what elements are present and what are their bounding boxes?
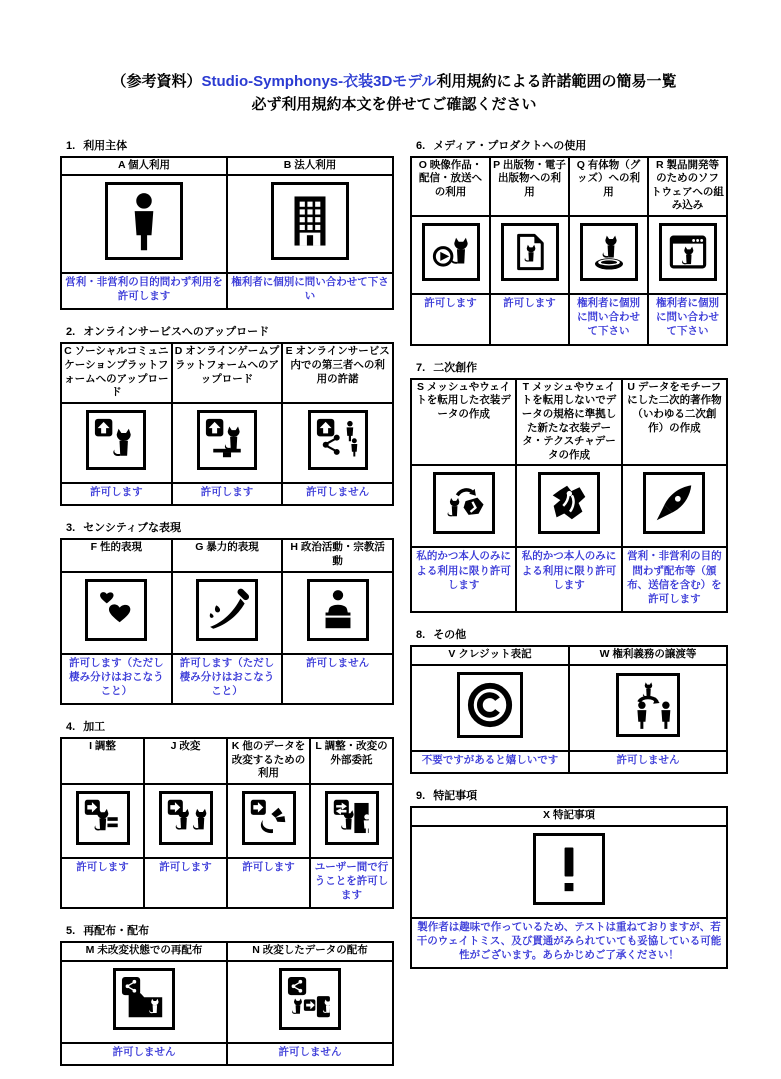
left-column — [60, 137, 394, 1079]
podium-speech-icon — [307, 579, 369, 641]
cell-icon — [61, 784, 144, 858]
cell-icon — [227, 784, 310, 858]
cell-icon — [282, 403, 393, 483]
section-special-notes — [410, 787, 728, 969]
cell-permission: 許可しません — [227, 1043, 393, 1065]
building-icon — [271, 182, 349, 260]
cell-permission: 許可しません — [61, 1043, 227, 1065]
section-number: 4. — [66, 721, 75, 733]
cell-permission: 権利者に個別に問い合わせて下さい — [227, 273, 393, 309]
cell-permission: 許可します（ただし棲み分けはおこなうこと） — [61, 654, 172, 705]
cell-header: T メッシュやウェイトを転用しないでデータの規格に準拠した新たな衣装データ・テクスチャデータの作成 — [516, 379, 621, 466]
derivative-pen-icon — [643, 472, 705, 534]
section-number: 9. — [416, 790, 425, 802]
section-title: センシティブな表現 — [83, 522, 181, 534]
game-platform-upload-icon — [197, 410, 257, 470]
video-play-icon — [422, 223, 480, 281]
cell-header: V クレジット表記 — [411, 646, 569, 665]
copyright-icon — [457, 672, 523, 738]
permission-table — [410, 378, 728, 614]
cell-icon — [61, 572, 172, 654]
section-number: 5. — [66, 925, 75, 937]
permission-table — [410, 806, 728, 969]
notice-exclamation-icon — [533, 833, 605, 905]
cell-header: R 製品開発等のためのソフトウェアへの組み込み — [648, 157, 727, 217]
cell-header: D オンラインゲームプラットフォームへのアップロード — [172, 343, 283, 403]
cell-icon — [172, 403, 283, 483]
section-other — [410, 626, 728, 774]
section-title: 利用主体 — [83, 140, 127, 152]
permission-table — [60, 342, 394, 506]
section-derivative-works — [410, 359, 728, 614]
cell-icon — [282, 572, 393, 654]
cell-icon — [648, 216, 727, 294]
new-clothes-data-icon — [538, 472, 600, 534]
outsource-icon — [325, 791, 379, 845]
software-window-icon — [659, 223, 717, 281]
redistribute-folder-icon — [113, 968, 175, 1030]
cell-permission: 許可します — [227, 858, 310, 909]
cell-header: F 性的表現 — [61, 539, 172, 571]
cell-icon — [61, 961, 227, 1043]
cell-permission: 許可します — [144, 858, 227, 909]
cell-permission: 私的かつ本人のみによる利用に限り許可します — [411, 547, 516, 612]
cell-icon — [310, 784, 393, 858]
cell-header: C ソーシャルコミュニケーションプラットフォームへのアップロード — [61, 343, 172, 403]
cell-header: O 映像作品・配信・放送への利用 — [411, 157, 490, 217]
publication-page-icon — [501, 223, 559, 281]
cell-permission: 私的かつ本人のみによる利用に限り許可します — [516, 547, 621, 612]
cell-header: U データをモチーフにした二次的著作物（いわゆる二次創作）の作成 — [622, 379, 727, 466]
permission-table — [60, 737, 394, 909]
cell-header: I 調整 — [61, 738, 144, 784]
section-title: その他 — [433, 629, 466, 641]
cell-icon — [411, 216, 490, 294]
section-processing — [60, 718, 394, 909]
mesh-reuse-icon — [433, 472, 495, 534]
section-title: オンラインサービスへのアップロード — [83, 326, 269, 338]
cell-permission: 営利・非営利の目的問わず配布等（頒布、送信を含む）を許可します — [622, 547, 727, 612]
permission-table — [60, 941, 394, 1066]
hearts-icon — [85, 579, 147, 641]
title-line-2: 必ず利用規約本文を併せてご確認ください — [60, 93, 728, 116]
cell-header: A 個人利用 — [61, 157, 227, 176]
cell-header: L 調整・改変の外部委託 — [310, 738, 393, 784]
cell-header: G 暴力的表現 — [172, 539, 283, 571]
cell-header: J 改変 — [144, 738, 227, 784]
adjust-icon — [76, 791, 130, 845]
cell-header: X 特記事項 — [411, 807, 727, 826]
social-upload-icon — [86, 410, 146, 470]
cell-header: B 法人利用 — [227, 157, 393, 176]
cell-icon — [411, 665, 569, 751]
cell-permission: 許可します — [172, 483, 283, 505]
cell-icon — [569, 665, 727, 751]
cell-icon — [569, 216, 648, 294]
section-online-upload — [60, 323, 394, 506]
cell-icon — [227, 961, 393, 1043]
person-icon — [105, 182, 183, 260]
right-column — [410, 137, 728, 983]
brand-name: Studio-Symphonys-衣装3Dモデル — [201, 73, 436, 90]
cell-header: M 未改変状態での再配布 — [61, 942, 227, 961]
cell-permission: 許可しません — [282, 654, 393, 705]
cell-icon — [172, 572, 283, 654]
section-number: 6. — [416, 140, 425, 152]
cell-permission: ユーザー間で行うことを許可します — [310, 858, 393, 909]
page-title — [60, 70, 728, 117]
cell-permission: 営利・非営利の目的問わず利用を許可します — [61, 273, 227, 309]
cell-permission: 権利者に個別に問い合わせて下さい — [569, 294, 648, 345]
cell-permission: 許可しません — [282, 483, 393, 505]
cell-header: P 出版物・電子出版物への利用 — [490, 157, 569, 217]
cell-icon — [144, 784, 227, 858]
section-usage-subject — [60, 137, 394, 311]
section-number: 8. — [416, 629, 425, 641]
cell-icon — [490, 216, 569, 294]
cell-icon — [411, 826, 727, 918]
cell-icon — [227, 175, 393, 273]
section-media-product — [410, 137, 728, 346]
cell-header: N 改変したデータの配布 — [227, 942, 393, 961]
permission-table — [410, 156, 728, 346]
cell-permission: 許可します — [411, 294, 490, 345]
cell-header: W 権利義務の譲渡等 — [569, 646, 727, 665]
cell-permission: 許可します（ただし棲み分けはおこなうこと） — [172, 654, 283, 705]
section-title: 再配布・配布 — [83, 925, 149, 937]
title-line-1: （参考資料）Studio-Symphonys-衣装3Dモデル利用規約による許諾範囲の簡易一覧 — [60, 70, 728, 93]
goods-figure-icon — [580, 223, 638, 281]
section-title: 特記事項 — [433, 790, 477, 802]
section-title: メディア・プロダクトへの使用 — [433, 140, 586, 152]
cell-icon — [61, 175, 227, 273]
cell-header: S メッシュやウェイトを転用した衣装データの作成 — [411, 379, 516, 466]
cell-permission: 許可します — [61, 858, 144, 909]
section-number: 2. — [66, 326, 75, 338]
modified-distribution-icon — [279, 968, 341, 1030]
modify-icon — [159, 791, 213, 845]
cell-icon — [622, 465, 727, 547]
section-redistribution — [60, 922, 394, 1066]
section-title: 加工 — [83, 721, 105, 733]
cell-header: H 政治活動・宗教活動 — [282, 539, 393, 571]
cell-icon — [61, 403, 172, 483]
knife-icon — [196, 579, 258, 641]
cell-permission: 許可します — [490, 294, 569, 345]
cell-permission: 不要ですがあると嬉しいです — [411, 751, 569, 773]
cell-header: K 他のデータを改変するための利用 — [227, 738, 310, 784]
permission-table — [60, 156, 394, 311]
section-number: 3. — [66, 522, 75, 534]
cell-header: E オンラインサービス内での第三者への利用の許諾 — [282, 343, 393, 403]
modify-other-data-icon — [242, 791, 296, 845]
section-title: 二次創作 — [433, 362, 477, 374]
third-party-license-icon — [308, 410, 368, 470]
permission-table — [410, 645, 728, 774]
section-number: 1. — [66, 140, 75, 152]
cell-icon — [411, 465, 516, 547]
cell-permission: 権利者に個別に問い合わせて下さい — [648, 294, 727, 345]
cell-permission: 製作者は趣味で作っているため、テストは重ねておりますが、若干のウェイトミス、及び貫通がみられていても妥協している可能性がございます。あらかじめご了承ください！ — [411, 918, 727, 969]
cell-permission: 許可しません — [569, 751, 727, 773]
cell-permission: 許可します — [61, 483, 172, 505]
section-number: 7. — [416, 362, 425, 374]
cell-icon — [516, 465, 621, 547]
rights-transfer-icon — [616, 673, 680, 737]
section-sensitive-expression — [60, 519, 394, 705]
cell-header: Q 有体物（グッズ）への利用 — [569, 157, 648, 217]
permission-table — [60, 538, 394, 705]
